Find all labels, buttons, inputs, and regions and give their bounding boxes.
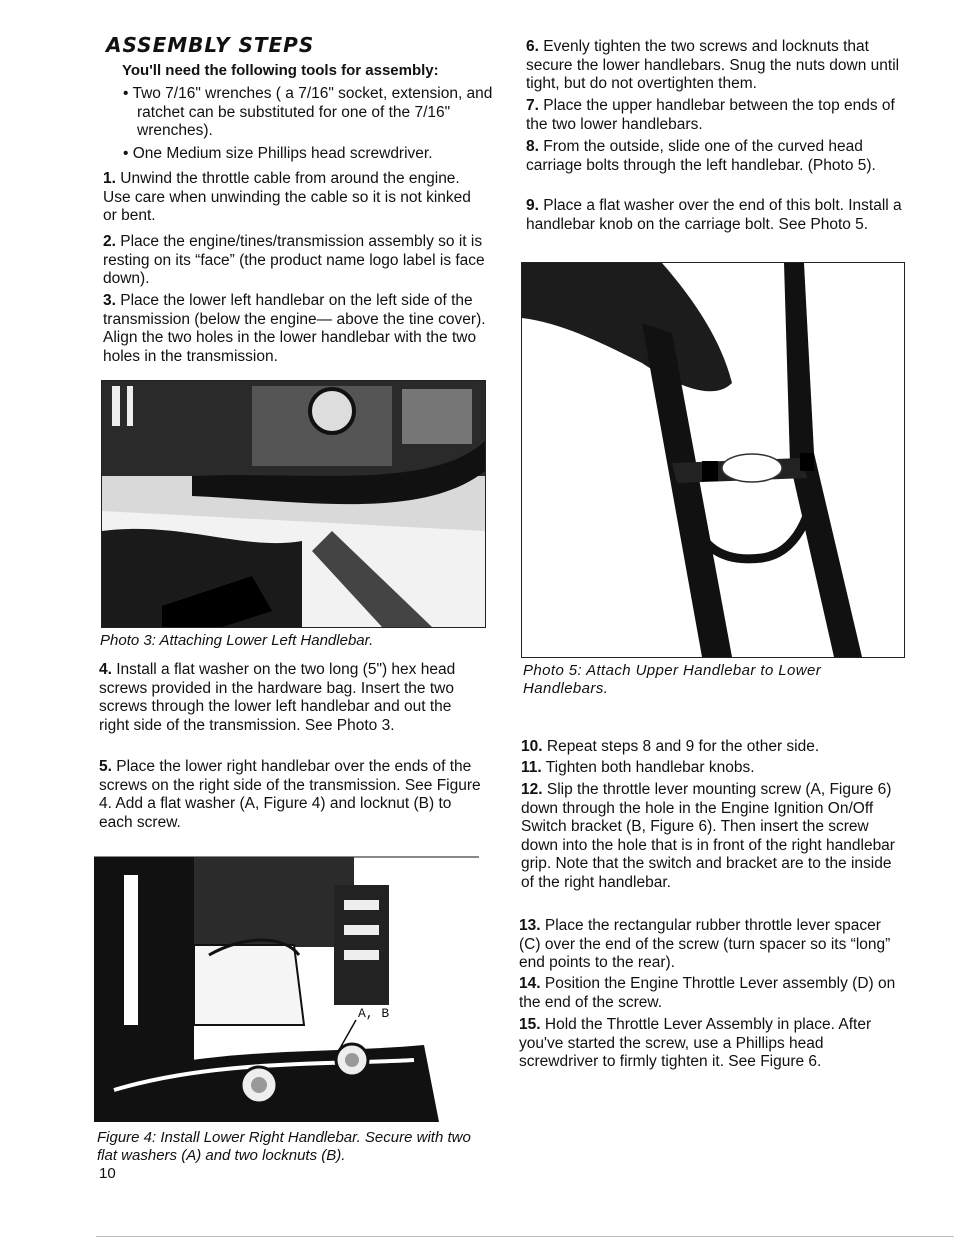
step-10 [521, 738, 903, 757]
step-9 [526, 197, 904, 234]
photo-3 [101, 380, 486, 628]
step-number: 4. [99, 661, 112, 678]
step-2 [103, 233, 488, 289]
step-13 [519, 917, 901, 973]
step-text: Place the lower right handlebar over the ends of the screws on the right side of the transmission. See Figure 4. Add a flat washer (A, Figure 4) and locknut (B) to each screw. [99, 758, 481, 831]
step-number: 1. [103, 170, 116, 187]
section-heading: ASSEMBLY STEPS [106, 33, 315, 57]
tool-item-wrenches: • Two 7/16" wrenches ( a 7/16" socket, extension, and ratchet can be substituted for one of the 7/16" wrenches). [123, 85, 493, 140]
step-5 [99, 758, 485, 832]
step-7 [526, 97, 904, 134]
step-number: 3. [103, 292, 116, 309]
figure-4-caption: Figure 4: Install Lower Right Handlebar. Secure with two flat washers (A) and two locknuts (B). [97, 1129, 471, 1164]
step-number: 12. [521, 781, 543, 798]
step-number: 8. [526, 138, 539, 155]
step-text: Repeat steps 8 and 9 for the other side. [546, 738, 820, 755]
tools-intro: You'll need the following tools for assembly: [122, 62, 439, 79]
step-text: From the outside, slide one of the curved head carriage bolts through the left handlebar. (Photo 5). [526, 138, 876, 174]
step-8 [526, 138, 904, 175]
step-number: 2. [103, 233, 116, 250]
step-6 [526, 38, 904, 94]
step-text: Tighten both handlebar knobs. [545, 759, 755, 776]
photo-5-caption: Photo 5: Attach Upper Handlebar to Lower Handlebars. [523, 662, 822, 697]
step-text: Place the lower left handlebar on the left side of the transmission (below the engine— above the tine cover). Align the two holes in the lower handlebar with the two holes in the transmission. [103, 292, 486, 365]
callout-a-b: A, B [358, 1006, 390, 1021]
step-text: Evenly tighten the two screws and locknuts that secure the lower handlebars. Snug the nuts down until tight, but do not overtighten them. [526, 38, 900, 93]
figure-4 [94, 855, 479, 1122]
photo-5 [521, 262, 905, 658]
photo-3-illustration [102, 381, 485, 627]
step-3 [103, 292, 488, 366]
step-number: 14. [519, 975, 541, 992]
step-text: Place the rectangular rubber throttle lever spacer (C) over the end of the screw (turn spacer so its “long” end points to the rear). [519, 917, 891, 972]
step-15 [519, 1016, 901, 1072]
step-text: Hold the Throttle Lever Assembly in place. After you've started the screw, use a Phillips head screwdriver to firmly tighten it. See Figure 6. [519, 1016, 872, 1071]
step-number: 6. [526, 38, 539, 55]
step-text: Slip the throttle lever mounting screw (A, Figure 6) down through the hole in the Engine Ignition On/Off Switch bracket (B, Figure 6). Then insert the screw down into the hole that is in front of the right handlebar grip. Note that the switch and bracket are to the inside of the right handlebar. [521, 781, 895, 891]
tool-item-screwdriver: • One Medium size Phillips head screwdriver. [123, 145, 433, 162]
step-text: Unwind the throttle cable from around the engine. Use care when unwinding the cable so it is not kinked or bent. [103, 170, 471, 225]
step-text: Place a flat washer over the end of this bolt. Install a handlebar knob on the carriage bolt. See Photo 5. [526, 197, 902, 233]
step-text: Place the upper handlebar between the top ends of the two lower handlebars. [526, 97, 895, 133]
page-number: 10 [99, 1165, 116, 1182]
step-1 [103, 170, 488, 226]
step-number: 15. [519, 1016, 541, 1033]
step-number: 7. [526, 97, 539, 114]
step-text: Install a flat washer on the two long (5") hex head screws provided in the hardware bag. Insert the two screws through the lower left handlebar and out the right side of the transmission. See Photo 3. [99, 661, 456, 734]
figure-4-illustration [94, 855, 479, 1122]
step-number: 13. [519, 917, 541, 934]
step-number: 5. [99, 758, 112, 775]
step-number: 9. [526, 197, 539, 214]
photo-5-illustration [522, 263, 904, 657]
step-12 [521, 781, 903, 893]
step-number: 10. [521, 738, 543, 755]
step-text: Place the engine/tines/transmission assembly so it is resting on its “face” (the product name logo label is face down). [103, 233, 485, 288]
step-text: Position the Engine Throttle Lever assembly (D) on the end of the screw. [519, 975, 896, 1011]
photo-3-caption: Photo 3: Attaching Lower Left Handlebar. [100, 632, 374, 649]
step-11 [521, 759, 903, 778]
step-number: 11. [521, 759, 542, 776]
step-14 [519, 975, 901, 1012]
step-4 [99, 661, 485, 735]
bottom-scan-edge [96, 1236, 954, 1237]
